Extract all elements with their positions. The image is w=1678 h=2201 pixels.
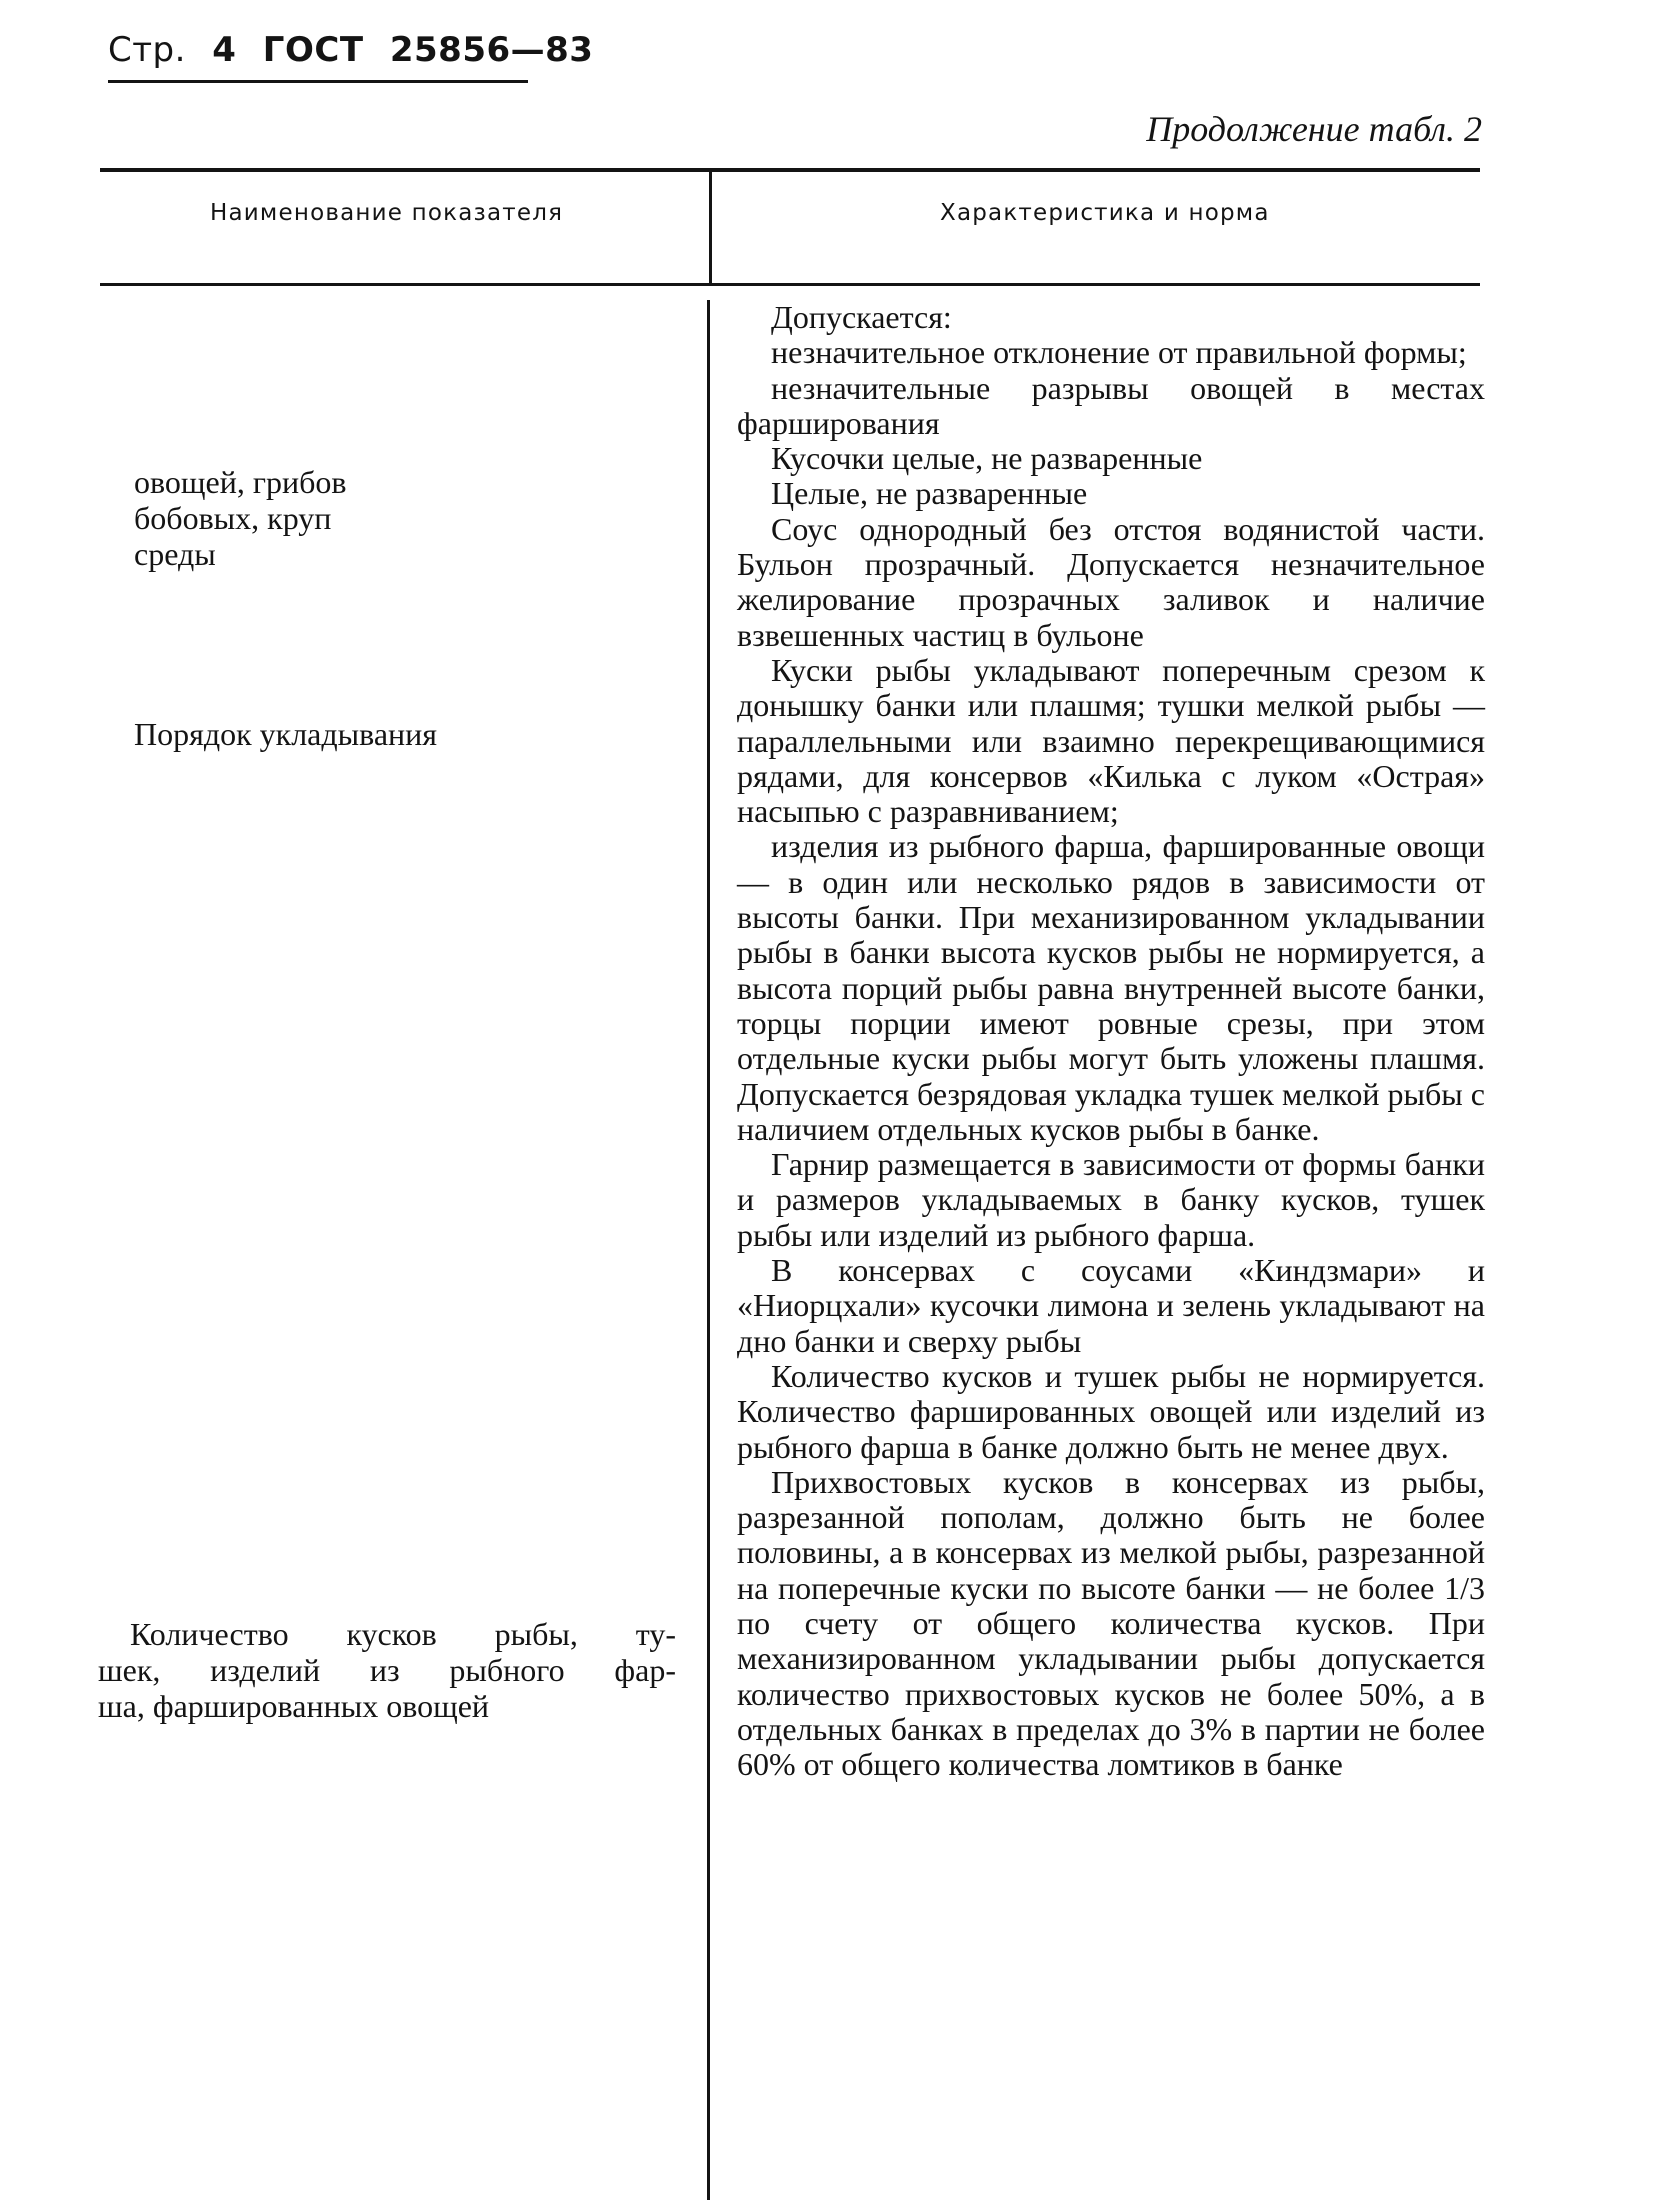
table-continuation-label: Продолжение табл. 2 <box>1146 109 1482 149</box>
page-number: 4 <box>212 30 237 70</box>
table-header-bottom-rule <box>100 283 1480 286</box>
page-header <box>108 30 607 70</box>
text-paragraph: Куски рыбы укладывают поперечным срезом к донышку банки или плашмя; тушки мелкой рыбы — параллельными или взаимно перекрещивающимися рядами, для консервов «Килька с луком «Острая» насыпью с разравниванием; <box>737 651 1485 830</box>
standard-label: ГОСТ <box>262 30 364 70</box>
text-paragraph: Целые, не разваренные <box>771 475 1088 512</box>
column-divider-header <box>709 172 712 283</box>
standard-number: 25856—83 <box>389 30 594 70</box>
text-paragraph: Количество кусков и тушек рыбы не нормируется. Количество фаршированных овощей или изделий из рыбного фарша в банке должно быть не менее двух. <box>737 1357 1485 1465</box>
column-header-characteristic: Характеристика и норма <box>940 200 1270 226</box>
indicator-vegetables-mushrooms: овощей, грибов <box>134 464 347 500</box>
text-paragraph: Допускается: <box>771 299 952 335</box>
indicator-count-line-3: ша, фаршированных овощей <box>98 1688 490 1724</box>
column-divider-body <box>707 300 710 2200</box>
text-paragraph: Кусочки целые, не разваренные <box>771 440 1203 477</box>
characteristics-column <box>737 300 1485 1782</box>
text-paragraph: изделия из рыбного фарша, фаршированные овощи — в один или несколько рядов в зависимости от высоты банки. При механизированном укладывании рыбы в банки высота кусков рыбы не нормируется, а высота порций рыбы равна внутренней высоте банки, торцы порции имеют ровные срезы, при этом отдельные куски рыбы могут быть уложены плашмя. Допускается безрядовая укладка тушек мелкой рыбы с наличием отдельных кусков рыбы в банке. <box>737 828 1485 1147</box>
text-paragraph: В консервах с соусами «Киндзмари» и «Ниорцхали» кусочки лимона и зелень укладывают на дно банки и сверху рыбы <box>737 1252 1485 1359</box>
text-paragraph: Гарнир размещается в зависимости от формы банки и размеров укладываемых в банку кусков, тушек рыбы или изделий из рыбного фарша. <box>737 1146 1485 1253</box>
page-label: Стр. <box>108 30 186 70</box>
text-paragraph: Прихвостовых кусков в консервах из рыбы, разрезанной пополам, должно быть не более половины, а в консервах из мелкой рыбы, разрезанной на поперечные куски по высоте банки — не более 1/3 по счету от общего количества кусков. При механизированном укладывании рыбы допускается количество прихвостовых кусков не более 50%, а в отдельных банках в пределах до 3% в партии не более 60% от общего количества ломтиков в банке <box>737 1463 1485 1783</box>
indicator-medium: среды <box>134 536 216 572</box>
indicator-count-line-2: шек, изделий из рыбного фар- <box>98 1652 676 1688</box>
indicator-legumes-grains: бобовых, круп <box>134 500 332 536</box>
column-header-indicator: Наименование показателя <box>210 200 564 226</box>
header-underline <box>108 80 528 83</box>
text-paragraph: Соус однородный без отстоя водянистой части. Бульон прозрачный. Допускается незначительное желирование прозрачных заливок и наличие взвешенных частиц в бульоне <box>737 510 1485 653</box>
text-paragraph: незначительные разрывы овощей в местах фарширования <box>737 369 1485 441</box>
text-paragraph: незначительное отклонение от правильной формы; <box>771 334 1467 371</box>
indicator-packing-order: Порядок укладывания <box>134 716 438 752</box>
table-top-rule <box>100 168 1480 172</box>
indicator-count-line-1: Количество кусков рыбы, ту- <box>130 1616 676 1652</box>
